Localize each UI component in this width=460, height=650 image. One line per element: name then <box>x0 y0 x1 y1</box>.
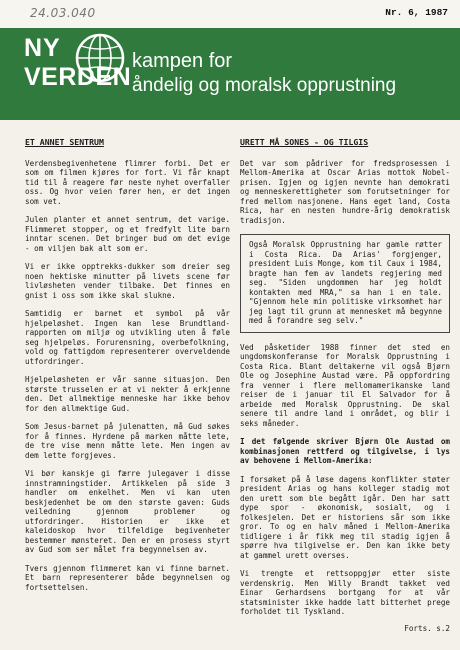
right-paragraph: Det var som pådriver for fredsprosessen i Mellom-Amerika at Oscar Arias mottok Nobel-prisen. Igjen og igjen nevnte han demokrati og menneskerettigheter som forutsetninger for fred mellom nasjonene. Hans eget land, Costa Rica, har en nesten hundre-årig demokratisk tradisjon. <box>240 158 450 225</box>
bold-intro: I det følgende skriver Bjørn Ole Austad om kombinasjonen rettferd og tilgivelse, i lys av behovene i Mellom-Amerika: <box>240 437 450 465</box>
continuation-note: Forts. s.2 <box>404 623 450 633</box>
left-paragraph: Tvers gjennom flimmeret kan vi finne barnet. Et barn representerer både begynnelsen og fortsettelsen. <box>25 563 230 592</box>
left-column <box>25 134 230 601</box>
tagline-line1: kampen for <box>132 50 233 72</box>
logo-verden: VERDEN <box>24 63 132 91</box>
globe-icon <box>74 32 126 84</box>
right-paragraph: I forsøket på å løse dagens konflikter støter president Arias og hans kolleger stadig mot den urett som ble begått igår. Den har satt dype spor - økonomisk, sosialt, og i folkesjelen. Det er historiens sår som ikke gror. To og en halv måned i Mellom-Amerika tidligere i år fikk meg til stadig igjen å spørre hva tilgivelse er. Den kan ikke bety at gammel urett overses. <box>240 474 450 560</box>
box-paragraph: Også Moralsk Opprustning har gamle røtter i Costa Rica. Da Arias' forgjenger, president Luis Monge, kom til Caux i 1984, bragte han fem av landets regjering med seg. "Siden ungdommen har jeg holdt kontakten med MRA," sa han i en tale. "Gjennom hele min politiske virksomhet har jeg lagt til grunn at mennesket må begynne med å forandre seg selv." <box>249 240 442 325</box>
left-heading: ET ANNET SENTRUM <box>25 137 104 147</box>
right-paragraph: Vi trengte et rettsoppgjør etter siste verdenskrig. Men Willy Brandt takket ved Einar Gerhardsens bortgang for at vår statsminister ikke hadde latt bitterhet prege forholdet til Tyskland. <box>240 569 450 616</box>
tagline-line2: åndelig og moralsk opprustning <box>132 75 397 96</box>
left-paragraph: Julen planter et annet sentrum, det varige. Flimmeret stopper, og et fredfylt lite barn inntar scenen. Det bringer bud om det evige - om viljen bak alt som er. <box>25 215 230 253</box>
logo-ny: NY <box>24 34 61 62</box>
left-paragraph: Hjelpeløsheten er vår sanne situasjon. Den største trusselen er at vi nekter å erkjenne den. Det allmektige menneske har ikke behov for den allmektige Gud. <box>25 375 230 413</box>
right-heading: URETT MÅ SONES - OG TILGIS <box>240 137 369 147</box>
left-paragraph: Som Jesus-barnet på julenatten, må Gud søkes for å finnes. Hyrdene på marken måtte lete, de tre vise menn måtte lete. Men ingen av dem lette forgjeves. <box>25 422 230 460</box>
quote-box <box>240 234 450 333</box>
left-paragraph: Verdensbegivenhetene flimrer forbi. Det er som om filmen kjøres for fort. Vi får knapt tid til å reagere før neste nyhet overfaller oss. Og hvor veien fører hen, er det ingen som vet. <box>25 158 230 206</box>
right-paragraph: Ved påsketider 1988 finner det sted en ungdomskonferanse for Moralsk Opprustning i Costa Rica. Blant deltakerne vil også Bjørn Ole og Josephine Austad være. På oppfordring fra venner i flere mellomamerikanske land reiser de i januar til El Salvador for å arbeide med Moralsk Opprustning. De skal senere til andre land i området, og blir i seks måneder. <box>240 342 450 428</box>
handwritten-date: 24.03.040 <box>30 6 96 20</box>
issue-number: Nr. 6, 1987 <box>385 7 448 18</box>
right-column <box>240 134 450 633</box>
left-paragraph: Vi bør kanskje gi færre julegaver i disse innstramningstider. Artikkelen på side 3 handler om enkelhet. Men vi kan uten beskjedenhet be om den største gaven: Guds veiledning gjennom problemer og utfordringer. Historien er ikke et kaleidoskop hvor tilfeldige begivenheter bestemmer mønsteret. Den er en prosess styrt av Gud som ser målet fra begynnelsen av. <box>25 469 230 554</box>
left-paragraph: Vi er ikke opptrekks-dukker som dreier seg noen hektiske minutter på livets scene før livløsheten vender tilbake. Det finnes en gnist i oss som ikke skal slukne. <box>25 262 230 300</box>
left-paragraph: Samtidig er barnet et symbol på vår hjelpeløshet. Ingen kan lese Brundtland-rapporten om miljø og utvikling uten å føle seg hjelpeløs. Forurensning, overbefolkning, vold og fattigdom representerer overveldende utfordringer. <box>25 309 230 366</box>
